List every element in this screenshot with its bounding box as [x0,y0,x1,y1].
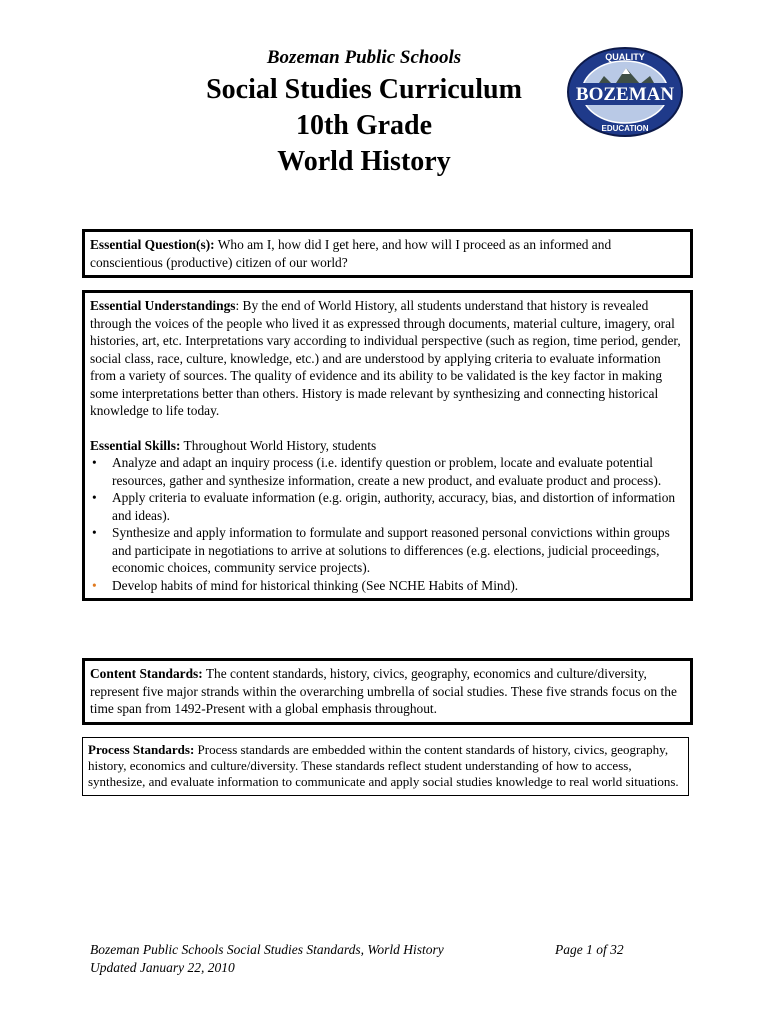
bullet-icon: • [92,490,97,505]
school-name: Bozeman Public Schools [266,47,462,68]
content-standards-box [82,658,693,725]
content-standards-paragraph [90,665,685,718]
skill-text: Develop habits of mind for historical thinking (See NCHE Habits of Mind). [112,577,519,593]
footer-title: Bozeman Public Schools Social Studies Standards, World History [90,942,444,957]
essential-understandings-box [82,290,693,601]
list-item [90,577,685,595]
bullet-icon: • [92,525,97,540]
essential-questions-text: Who am I, how did I get here, and how will I proceed as an informed and conscientious (productive) citizen of our world? [90,237,612,270]
logo-seal-icon [566,46,684,138]
process-standards-text: Process standards are embedded within the content standards of history, civics, geography, history, economics and culture/diversity. These standards reflect student understanding of how to access, synthesize, and evaluate information to communicate and apply social studies knowledge to real world situations. [88,742,679,790]
content-standards-text: The content standards, history, civics, geography, economics and culture/diversity, represent five major strands within the overarching umbrella of social studies. These five strands focus on the time span from 1492-Present with a global emphasis throughout. [90,666,677,716]
page-number: Page 1 of 32 [555,942,624,957]
skill-text: Apply criteria to evaluate information (e.g. origin, authority, accuracy, bias, and distortion of information and ideas). [112,490,676,523]
essential-skills-list [90,454,685,594]
spacer [90,420,685,437]
grade-title: 10th Grade [295,110,433,141]
process-standards-paragraph [88,742,683,791]
list-item [90,524,685,577]
skill-text: Analyze and adapt an inquiry process (i.e. identify question or problem, locate and evaluate potential resources, gather and synthesize information, create a new product, and evaluate product and process). [112,455,662,488]
curriculum-title: Social Studies Curriculum [206,74,522,105]
essential-skills-label: Essential Skills: [90,437,181,453]
essential-skills-intro [90,437,685,455]
content-standards-label: Content Standards: [90,666,203,681]
essential-questions-paragraph [90,236,685,271]
essential-understandings-paragraph [90,297,685,420]
logo-top-text: QUALITY [605,52,645,62]
bullet-icon: • [92,455,97,470]
course-title: World History [277,146,451,177]
logo-main-text: BOZEMAN [575,84,675,105]
footer-updated-date: Updated January 22, 2010 [90,960,235,975]
bozeman-quality-education-logo [566,46,684,138]
bullet-icon: • [92,577,97,593]
process-standards-label: Process Standards: [88,742,195,757]
essential-understandings-text: : By the end of World History, all students understand that history is revealed through the voices of the people who lived it as expressed through documents, material culture, imagery, oral histories, art, etc. Interpretations vary according to individual perspective (such as region, time period, gender, social class, race, culture, knowledge, etc.) and are understood by applying criteria to evaluate information from a variety of sources. The quality of evidence and its ability to be validated is the key factor in making some interpretations better than others. History is made relevant by synthesizing and connecting historical knowledge to life today. [90,298,681,418]
essential-understandings-label: Essential Understandings [90,298,236,313]
skill-text: Synthesize and apply information to formulate and support reasoned personal convictions within groups and participate in negotiations to arrive at solutions to differences (e.g. elections, judicial proceedings, economic choices, community service projects). [112,525,670,575]
process-standards-box [82,737,689,796]
list-item [90,489,685,524]
list-item [90,454,685,489]
essential-questions-label: Essential Question(s): [90,237,215,252]
essential-skills-intro-text: Throughout World History, students [183,437,377,453]
essential-questions-box [82,229,693,278]
page-footer [90,941,650,977]
logo-bottom-text: EDUCATION [601,124,649,133]
